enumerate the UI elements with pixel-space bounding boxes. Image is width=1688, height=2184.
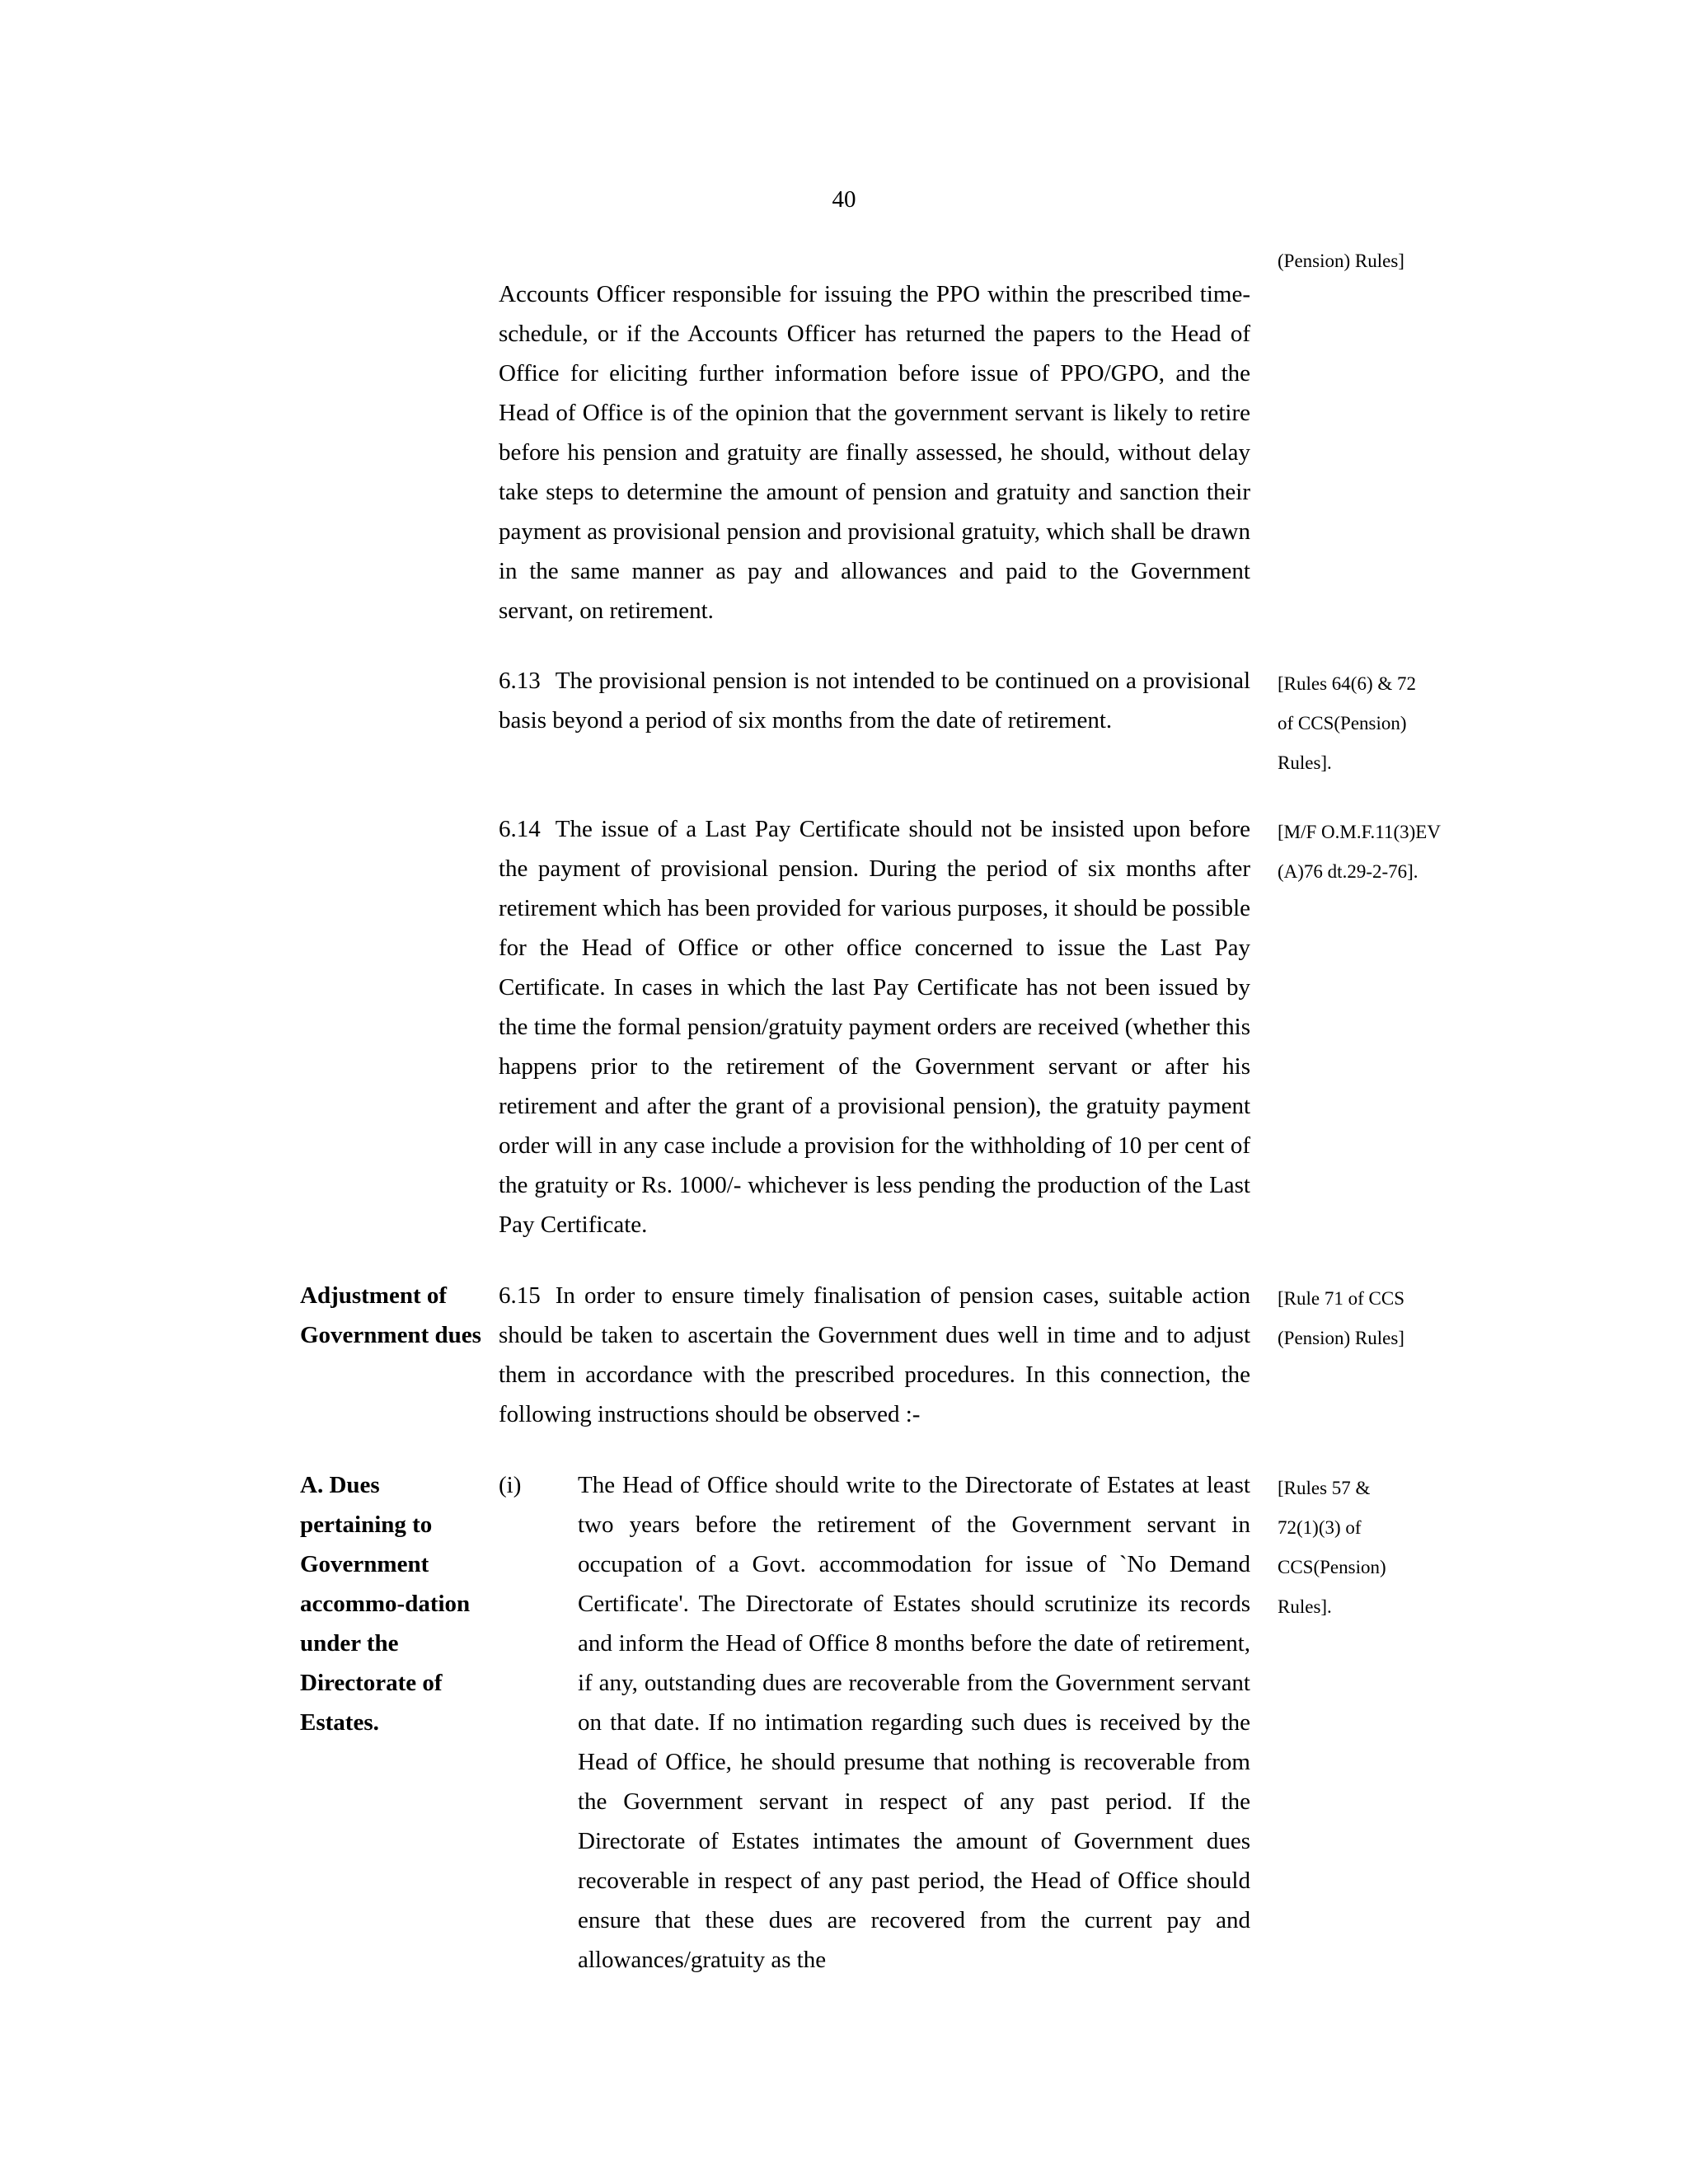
paragraph-number: 6.14: [499, 816, 541, 842]
paragraph-text: The issue of a Last Pay Certificate should not be insisted upon before the payment of provisional pension. During the period of six months after retirement which has been provided for various purposes, it should be possible for the Head of Office or other office concerned to issue the Last Pay Certificate. In cases in which the last Pay Certificate has not been issued by the time the formal pension/gratuity payment orders are received (whether this happens prior to the retirement of the Government servant or after his retirement and after the grant of a provisional pension), the gratuity payment order will in any case include a provision for the withholding of 10 per cent of the gratuity or Rs. 1000/- whichever is less pending the production of the Last Pay Certificate.: [499, 816, 1250, 1238]
margin-note-6-13: [Rules 64(6) & 72 of CCS(Pension) Rules].: [1278, 673, 1417, 773]
paragraph-6-13: [499, 661, 1250, 740]
paragraph-text: In order to ensure timely finalisation of pension cases, suitable action should be taken to ascertain the Government dues well in time and to adjust them in accordance with the prescribed procedures. In this connection, the following instructions should be observed :-: [499, 1282, 1250, 1427]
item-number-i: (i): [499, 1472, 522, 1498]
margin-note-continued: (Pension) Rules]: [1278, 251, 1404, 271]
paragraph-6-14: [499, 809, 1250, 1244]
paragraph-text: The provisional pension is not intended to be continued on a provisional basis beyond a period of six months from the date of retirement.: [499, 668, 1250, 733]
margin-note-dues-a: [Rules 57 & 72(1)(3) of CCS(Pension) Rules].: [1278, 1478, 1386, 1617]
side-heading-adjustment: Adjustment of Government dues: [300, 1282, 481, 1348]
margin-note-6-15: [Rule 71 of CCS (Pension) Rules]: [1278, 1288, 1404, 1348]
item-i-text: The Head of Office should write to the Directorate of Estates at least two years before the retirement of the Government servant in occupation of a Govt. accommodation for issue of `No Demand Certificate'. The Directorate of Estates should scrutinize its records and inform the Head of Office 8 months before the date of retirement, if any, outstanding dues are recoverable from the Government servant on that date. If no intimation regarding such dues is received by the Head of Office, he should presume that nothing is recoverable from the Government servant in respect of any past period. If the Directorate of Estates intimates the amount of Government dues recoverable in respect of any past period, the Head of Office should ensure that these dues are recovered from the current pay and allowances/gratuity as the: [578, 1472, 1250, 1973]
paragraph-number: 6.13: [499, 668, 541, 694]
paragraph-number: 6.15: [499, 1282, 541, 1309]
margin-note-6-14: [M/F O.M.F.11(3)EV (A)76 dt.29-2-76].: [1278, 822, 1441, 882]
side-heading-dues-a: A. Dues pertaining to Government accommo-dation under the Directorate of Estates.: [300, 1472, 471, 1736]
paragraph-6-15: [499, 1276, 1250, 1434]
page-number: 40: [832, 186, 856, 213]
paragraph-continued: Accounts Officer responsible for issuing the PPO within the prescribed time-schedule, or if the Accounts Officer has returned the papers to the Head of Office for eliciting further information before issue of PPO/GPO, and the Head of Office is of the opinion that the government servant is likely to retire before his pension and gratuity are finally assessed, he should, without delay take steps to determine the amount of pension and gratuity and sanction their payment as provisional pension and provisional gratuity, which shall be drawn in the same manner as pay and allowances and paid to the Government servant, on retirement.: [499, 281, 1250, 624]
